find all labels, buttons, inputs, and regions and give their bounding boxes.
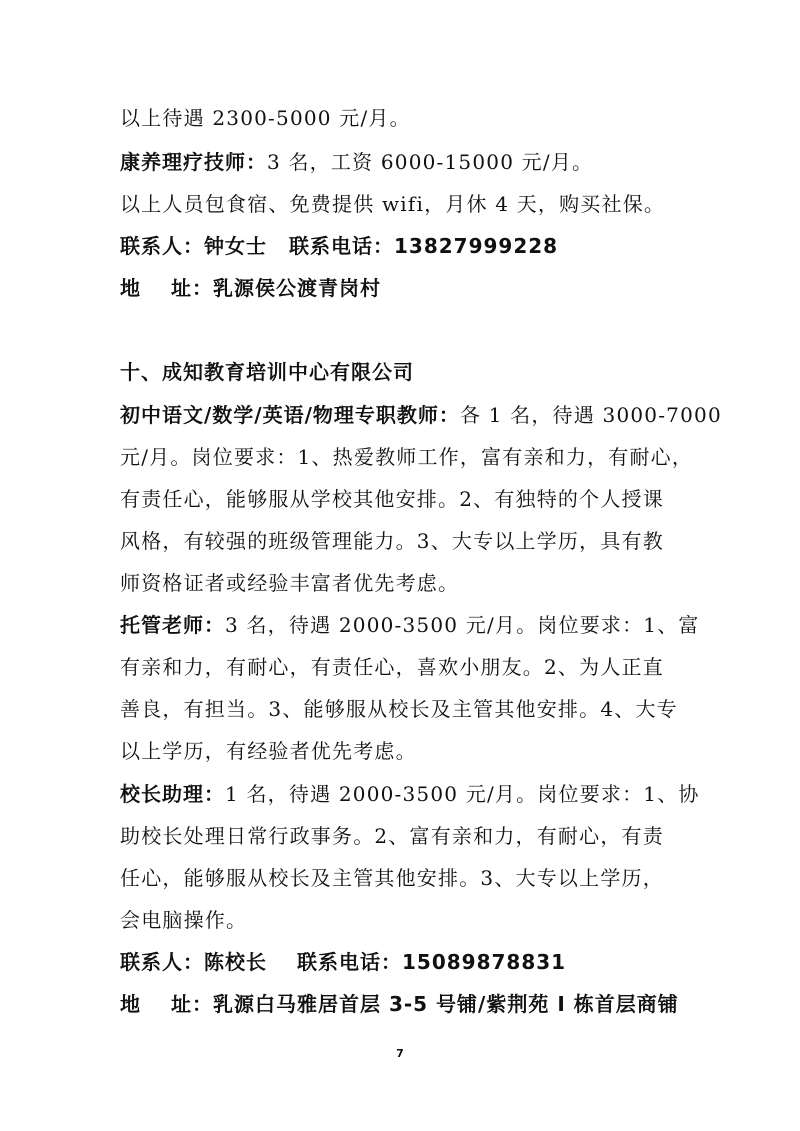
assist-line-4 (120, 906, 247, 934)
teacher-text-3: 有责任心，能够服从学校其他安排。2、有独特的个人授课 (120, 487, 664, 511)
company-heading-text: 十、成知教育培训中心有限公司 (120, 360, 414, 384)
address-line-2 (120, 990, 679, 1018)
care-line-4 (120, 737, 417, 765)
teacher-text-1: 各 1 名，待遇 3000-7000 (459, 403, 722, 427)
address-line-1 (120, 274, 381, 302)
teacher-text-4: 风格，有较强的班级管理能力。3、大专以上学历，具有教 (120, 529, 664, 553)
teacher-line-3 (120, 485, 664, 513)
teacher-text-5: 师资格证者或经验丰富者优先考虑。 (120, 571, 460, 595)
care-text-4: 以上学历，有经验者优先考虑。 (120, 739, 417, 763)
care-line-1 (120, 611, 700, 639)
assist-line-2 (120, 822, 664, 850)
benefits-line (120, 190, 665, 218)
care-text-2: 有亲和力，有耐心，有责任心，喜欢小朋友。2、为人正直 (120, 655, 664, 679)
care-line-3 (120, 695, 678, 723)
contact-phone-2: 联系电话：15089878831 (297, 950, 567, 974)
assist-line-1 (120, 780, 700, 808)
teacher-line-5 (120, 569, 459, 597)
address-text-2: 址：乳源白马雅居首层 3-5 号铺/紫荆苑 I 栋首层商铺 (171, 992, 679, 1016)
assist-text-2: 助校长处理日常行政事务。2、富有亲和力，有耐心，有责 (120, 824, 664, 848)
address-text-1: 址：乳源侯公渡青岗村 (171, 276, 381, 300)
care-line-2 (120, 653, 664, 681)
pay-text: 以上待遇 2300-5000 元/月。 (120, 106, 411, 130)
assist-text-3: 任心，能够服从校长及主管其他安排。3、大专以上学历， (120, 866, 664, 890)
teacher-line-4 (120, 527, 664, 555)
therapist-text: 3 名，工资 6000-15000 元/月。 (267, 150, 594, 174)
benefits-text: 以上人员包食宿、免费提供 wifi，月休 4 天，购买社保。 (120, 192, 666, 216)
therapist-line (120, 148, 593, 176)
assist-text-4: 会电脑操作。 (120, 908, 248, 932)
contact-line-2 (120, 948, 566, 976)
contact-line-1 (120, 232, 558, 260)
care-text-1: 3 名，待遇 2000-3500 元/月。岗位要求：1、富 (225, 613, 700, 637)
therapist-title: 康养理疗技师： (120, 150, 267, 174)
assist-text-1: 1 名，待遇 2000-3500 元/月。岗位要求：1、协 (225, 782, 700, 806)
pay-line (120, 104, 411, 132)
contact-person-1: 联系人：钟女士 (120, 234, 267, 258)
teacher-line-1 (120, 401, 722, 429)
assist-line-3 (120, 864, 664, 892)
teacher-line-2 (120, 443, 693, 471)
assist-title: 校长助理： (120, 782, 225, 806)
contact-person-2: 联系人：陈校长 (120, 950, 267, 974)
company-heading (120, 358, 414, 386)
care-text-3: 善良，有担当。3、能够服从校长及主管其他安排。4、大专 (120, 697, 678, 721)
contact-phone-1: 联系电话：13827999228 (289, 234, 559, 258)
teacher-title: 初中语文/数学/英语/物理专职教师： (120, 403, 460, 427)
address-label-1: 地 (120, 276, 141, 300)
teacher-text-2: 元/月。岗位要求：1、热爱教师工作，富有亲和力，有耐心， (120, 445, 694, 469)
page-number: 7 (396, 1047, 404, 1060)
care-title: 托管老师： (120, 613, 225, 637)
address-label-2: 地 (120, 992, 141, 1016)
